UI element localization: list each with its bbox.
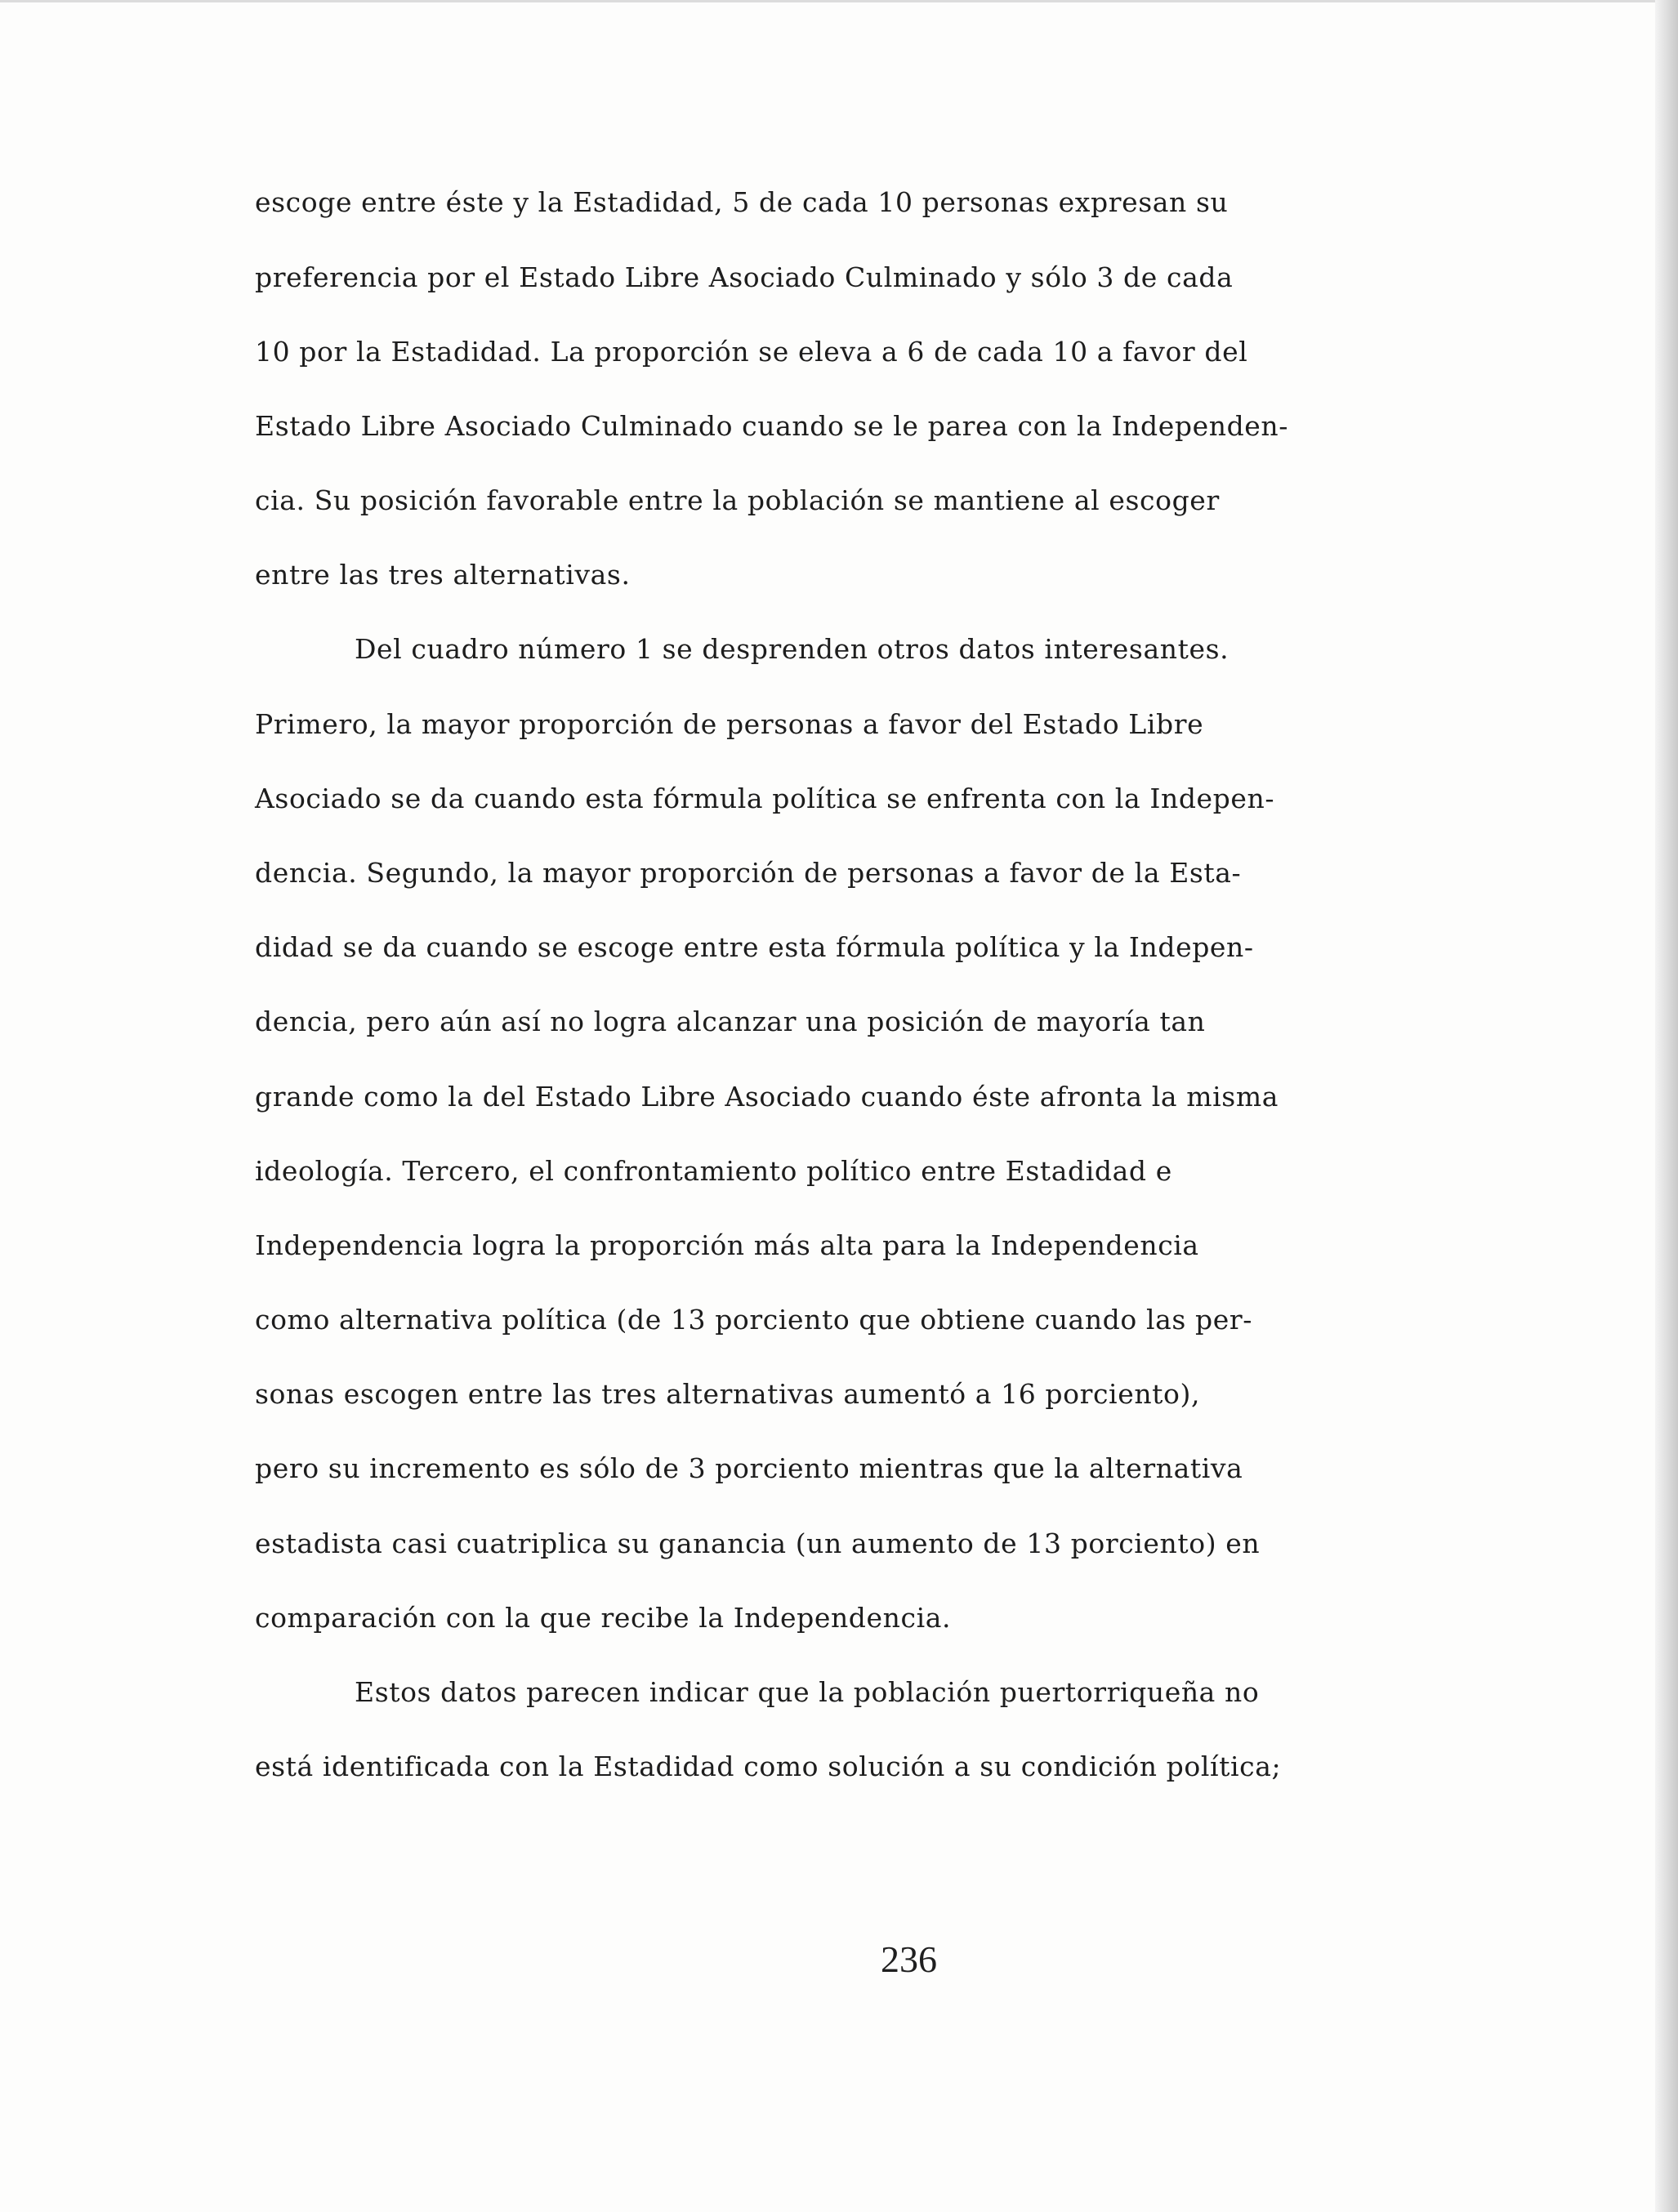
text-line-20: comparación con la que recibe la Independencia.: [255, 1602, 952, 1634]
text-line-4: Estado Libre Asociado Culminado cuando se le parea con la Independen-: [255, 410, 1289, 442]
text-line-10: dencia. Segundo, la mayor proporción de personas a favor de la Esta-: [255, 857, 1242, 889]
text-line-13: grande como la del Estado Libre Asociado cuando éste afronta la misma: [255, 1081, 1279, 1113]
text-line-9: Asociado se da cuando esta fórmula política se enfrenta con la Indepen-: [255, 783, 1275, 814]
text-line-1: escoge entre éste y la Estadidad, 5 de cada 10 personas expresan su: [255, 186, 1229, 218]
text-line-17: sonas escogen entre las tres alternativas aumentó a 16 porciento),: [255, 1378, 1201, 1410]
text-line-12: dencia, pero aún así no logra alcanzar una posición de mayoría tan: [255, 1006, 1206, 1037]
text-line-15: Independencia logra la proporción más alta para la Independencia: [255, 1229, 1199, 1261]
text-line-2: preferencia por el Estado Libre Asociado Culminado y sólo 3 de cada: [255, 261, 1234, 293]
page-number: 236: [881, 1938, 937, 1980]
text-line-21: Estos datos parecen indicar que la población puertorriqueña no: [355, 1676, 1260, 1708]
page-right-edge: [1655, 0, 1678, 2212]
text-line-5: cia. Su posición favorable entre la población se mantiene al escoger: [255, 484, 1220, 516]
text-line-11: didad se da cuando se escoge entre esta fórmula política y la Indepen-: [255, 931, 1254, 963]
text-line-8: Primero, la mayor proporción de personas a favor del Estado Libre: [255, 708, 1204, 740]
text-line-18: pero su incremento es sólo de 3 porciento mientras que la alternativa: [255, 1452, 1243, 1484]
text-line-16: como alternativa política (de 13 porciento que obtiene cuando las per-: [255, 1304, 1252, 1336]
text-line-22: está identificada con la Estadidad como solución a su condición política;: [255, 1750, 1282, 1782]
text-line-14: ideología. Tercero, el confrontamiento político entre Estadidad e: [255, 1155, 1172, 1187]
text-line-7: Del cuadro número 1 se desprenden otros datos interesantes.: [355, 633, 1229, 665]
text-line-3: 10 por la Estadidad. La proporción se eleva a 6 de cada 10 a favor del: [255, 336, 1248, 368]
page-top-edge: [0, 0, 1678, 2]
text-line-6: entre las tres alternativas.: [255, 559, 631, 591]
text-line-19: estadista casi cuatriplica su ganancia (un aumento de 13 porciento) en: [255, 1527, 1261, 1559]
